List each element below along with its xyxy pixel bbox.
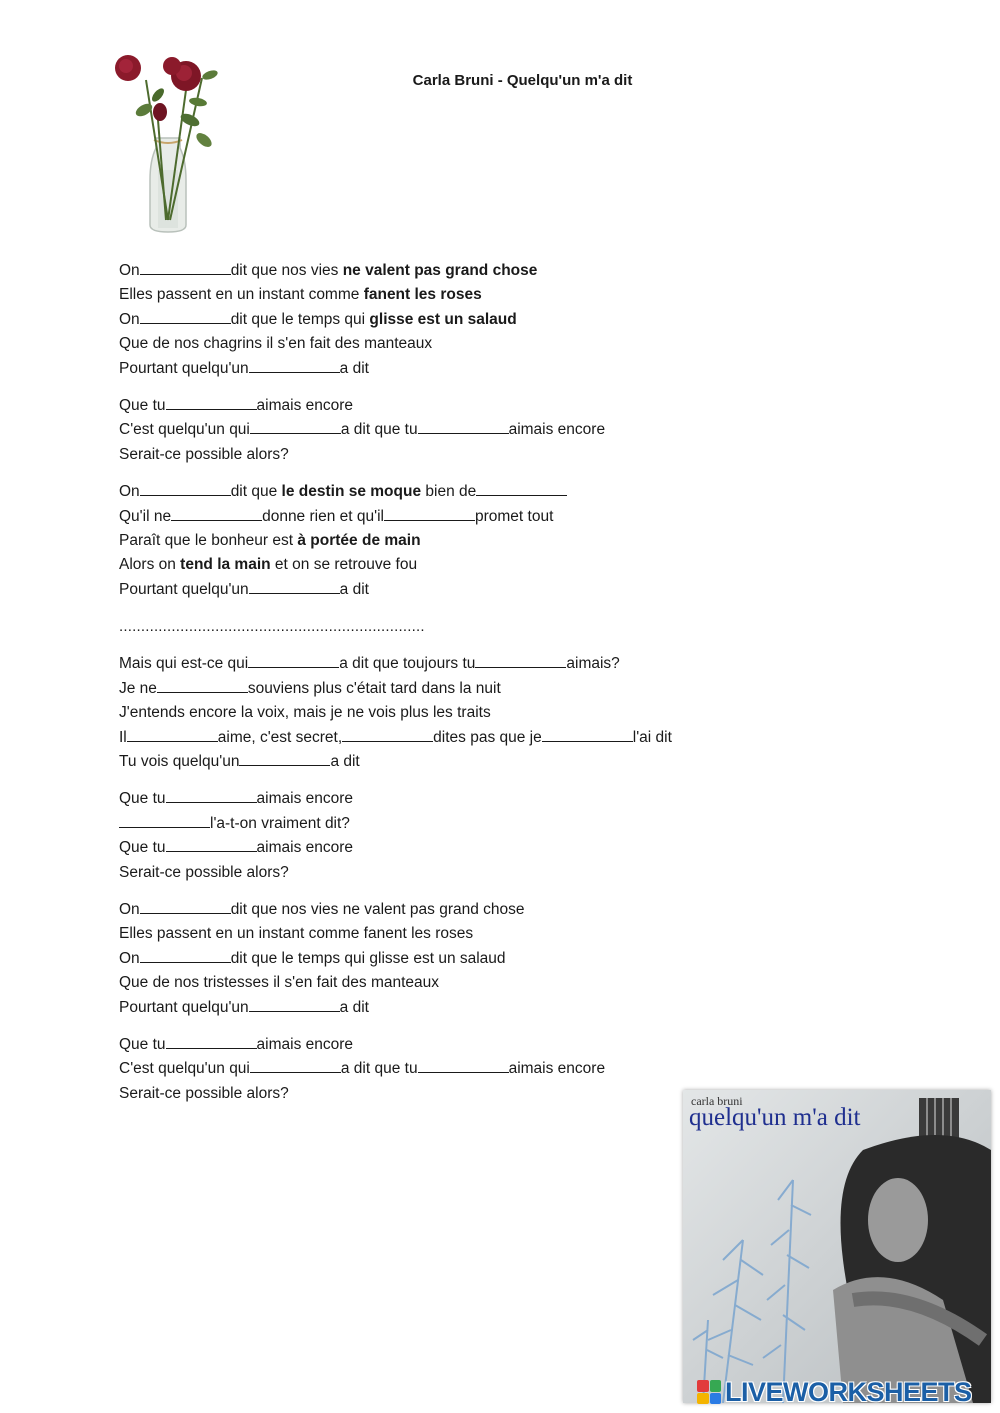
lyric-line [119, 750, 719, 774]
lyric-text: C'est quelqu'un qui [119, 1060, 250, 1078]
answer-blank[interactable] [171, 506, 262, 521]
roses-vase-image [98, 20, 258, 236]
lyric-line [119, 922, 719, 946]
lyric-text: bien de [421, 483, 477, 501]
answer-blank[interactable] [140, 260, 231, 275]
separator-dots: ...................................................................... [119, 618, 425, 636]
lyric-text: Que de nos chagrins il s'en fait des manteaux [119, 335, 433, 353]
lyric-text: On [119, 262, 140, 279]
lyric-text: Mais qui est-ce qui [119, 655, 249, 673]
lyric-line [119, 812, 719, 836]
lyric-text: a dit [339, 580, 369, 598]
lyric-text: aimais encore [256, 839, 354, 857]
lyric-line [119, 898, 719, 922]
stanza [119, 1033, 719, 1106]
stanza [119, 394, 719, 467]
lyric-line [119, 652, 719, 676]
lyric-text: Tu vois quelqu'un [119, 752, 240, 770]
bold-phrase: fanent les roses [363, 286, 482, 304]
lyric-text: Que tu [119, 1035, 166, 1053]
answer-blank[interactable] [418, 1058, 509, 1073]
lyric-text: dit que [230, 483, 282, 501]
answer-blank[interactable] [140, 309, 231, 324]
lyric-text: aimais? [566, 655, 620, 673]
lyric-line [119, 947, 719, 971]
lyric-text: aimais encore [256, 397, 354, 415]
bold-phrase: tend la main [180, 556, 271, 574]
stanza [119, 259, 719, 381]
lyric-text: Que tu [119, 397, 166, 415]
answer-blank[interactable] [250, 419, 341, 434]
lyric-text: Elles passent en un instant comme fanent les roses [119, 925, 474, 943]
lyric-text: a dit [330, 752, 360, 770]
bold-phrase: glisse est un salaud [369, 310, 517, 328]
lyric-line [119, 394, 719, 418]
lyric-text: dit que nos vies ne valent pas grand chose [230, 900, 525, 918]
lyric-line [119, 357, 719, 381]
lyric-text: On [119, 900, 140, 918]
album-title: quelqu'un m'a dit [689, 1104, 861, 1131]
lyric-text: aimais encore [508, 1060, 606, 1078]
answer-blank[interactable] [384, 506, 475, 521]
lyric-text: Serait-ce possible alors? [119, 863, 289, 881]
answer-blank[interactable] [418, 419, 509, 434]
stanza [119, 787, 719, 885]
answer-blank[interactable] [140, 899, 231, 914]
lyric-text: Serait-ce possible alors? [119, 1084, 289, 1102]
lyric-text: Que tu [119, 839, 166, 857]
lyric-text: aime, c'est secret, [217, 728, 343, 746]
answer-blank[interactable] [475, 653, 566, 668]
lyric-text: On [119, 483, 140, 501]
answer-blank[interactable] [166, 1034, 257, 1049]
lyric-line [119, 677, 719, 701]
lyric-line [119, 418, 719, 442]
lyric-line [119, 553, 719, 577]
lyric-text: Alors on [119, 556, 181, 574]
answer-blank[interactable] [127, 727, 218, 742]
lyric-text: On [119, 949, 140, 967]
lyric-text: On [119, 310, 140, 328]
lyric-text: dit que nos vies [230, 262, 343, 279]
worksheet-title: Carla Bruni - Quelqu'un m'a dit [412, 72, 633, 89]
lyric-line [119, 283, 719, 307]
lyric-line [119, 578, 719, 602]
lyric-text: dit que le temps qui glisse est un salaud [230, 949, 506, 967]
liveworksheets-logo-icon [697, 1380, 721, 1404]
lyrics-worksheet [119, 259, 719, 1119]
answer-blank[interactable] [239, 751, 330, 766]
lyric-line [119, 480, 719, 504]
stanza [119, 652, 719, 774]
lyric-text: Elles passent en un instant comme [119, 286, 364, 304]
lyric-text: dit que le temps qui [230, 310, 370, 328]
lyric-text: aimais encore [508, 421, 606, 439]
lyric-text: promet tout [474, 507, 554, 525]
bold-phrase: à portée de main [297, 532, 421, 550]
lyric-text: C'est quelqu'un qui [119, 421, 250, 439]
lyric-line [119, 259, 719, 283]
liveworksheets-watermark [697, 1377, 972, 1407]
answer-blank[interactable] [476, 481, 567, 496]
lyric-line [119, 505, 719, 529]
lyric-line [119, 861, 719, 885]
bold-phrase: le destin se moque [281, 483, 422, 501]
brand-text: LIVEWORKSHEETS [725, 1376, 972, 1407]
lyric-line [119, 332, 719, 356]
lyric-line [119, 443, 719, 467]
answer-blank[interactable] [166, 837, 257, 852]
answer-blank[interactable] [249, 997, 340, 1012]
lyric-text: donne rien et qu'il [262, 507, 384, 525]
answer-blank[interactable] [342, 727, 433, 742]
stanza [119, 898, 719, 1020]
lyric-text: Serait-ce possible alors? [119, 445, 289, 463]
lyric-line [119, 308, 719, 332]
stanza [119, 480, 719, 602]
lyric-text: a dit [339, 359, 369, 377]
lyric-line [119, 836, 719, 860]
lyric-line [119, 971, 719, 995]
lyric-text: dites pas que je [433, 728, 542, 746]
answer-blank[interactable] [250, 1058, 341, 1073]
lyric-text: Pourtant quelqu'un [119, 359, 249, 377]
album-artist: carla bruni [691, 1094, 743, 1108]
lyric-line [119, 1057, 719, 1081]
answer-blank[interactable] [140, 481, 231, 496]
lyric-line [119, 726, 719, 750]
lyric-text: Pourtant quelqu'un [119, 580, 249, 598]
answer-blank[interactable] [157, 678, 248, 693]
lyric-text: Je ne [119, 679, 157, 697]
lyric-text: l'ai dit [632, 728, 672, 746]
answer-blank[interactable] [119, 813, 210, 828]
lyric-text: a dit [339, 998, 369, 1016]
lyric-line [119, 701, 719, 725]
answer-blank[interactable] [249, 358, 340, 373]
lyric-text: aimais encore [256, 790, 354, 808]
bold-phrase: ne valent pas grand chose [342, 262, 538, 279]
answer-blank[interactable] [249, 579, 340, 594]
lyric-text: a dit que toujours tu [339, 655, 476, 673]
answer-blank[interactable] [166, 788, 257, 803]
lyric-text: a dit que tu [340, 1060, 418, 1078]
lyric-text: souviens plus c'était tard dans la nuit [247, 679, 501, 697]
lyric-text: J'entends encore la voix, mais je ne vois plus les traits [119, 704, 491, 722]
answer-blank[interactable] [542, 727, 633, 742]
lyric-text: l'a-t-on vraiment dit? [210, 814, 350, 832]
lyric-text: Que de nos tristesses il s'en fait des manteaux [119, 974, 440, 992]
lyric-line [119, 996, 719, 1020]
lyric-text: Paraît que le bonheur est [119, 532, 298, 550]
lyric-line [119, 529, 719, 553]
lyric-text: Pourtant quelqu'un [119, 998, 249, 1016]
lyric-text: et on se retrouve fou [270, 556, 418, 574]
lyric-text: Qu'il ne [119, 507, 172, 525]
album-cover-image [683, 1090, 991, 1403]
lyric-line [119, 1082, 719, 1106]
lyric-text: a dit que tu [340, 421, 418, 439]
lyric-text: Que tu [119, 790, 166, 808]
lyric-text: aimais encore [256, 1035, 354, 1053]
lyric-text: Il [119, 728, 127, 746]
answer-blank[interactable] [166, 395, 257, 410]
lyric-line [119, 787, 719, 811]
answer-blank[interactable] [140, 948, 231, 963]
answer-blank[interactable] [248, 653, 339, 668]
lyric-line [119, 1033, 719, 1057]
